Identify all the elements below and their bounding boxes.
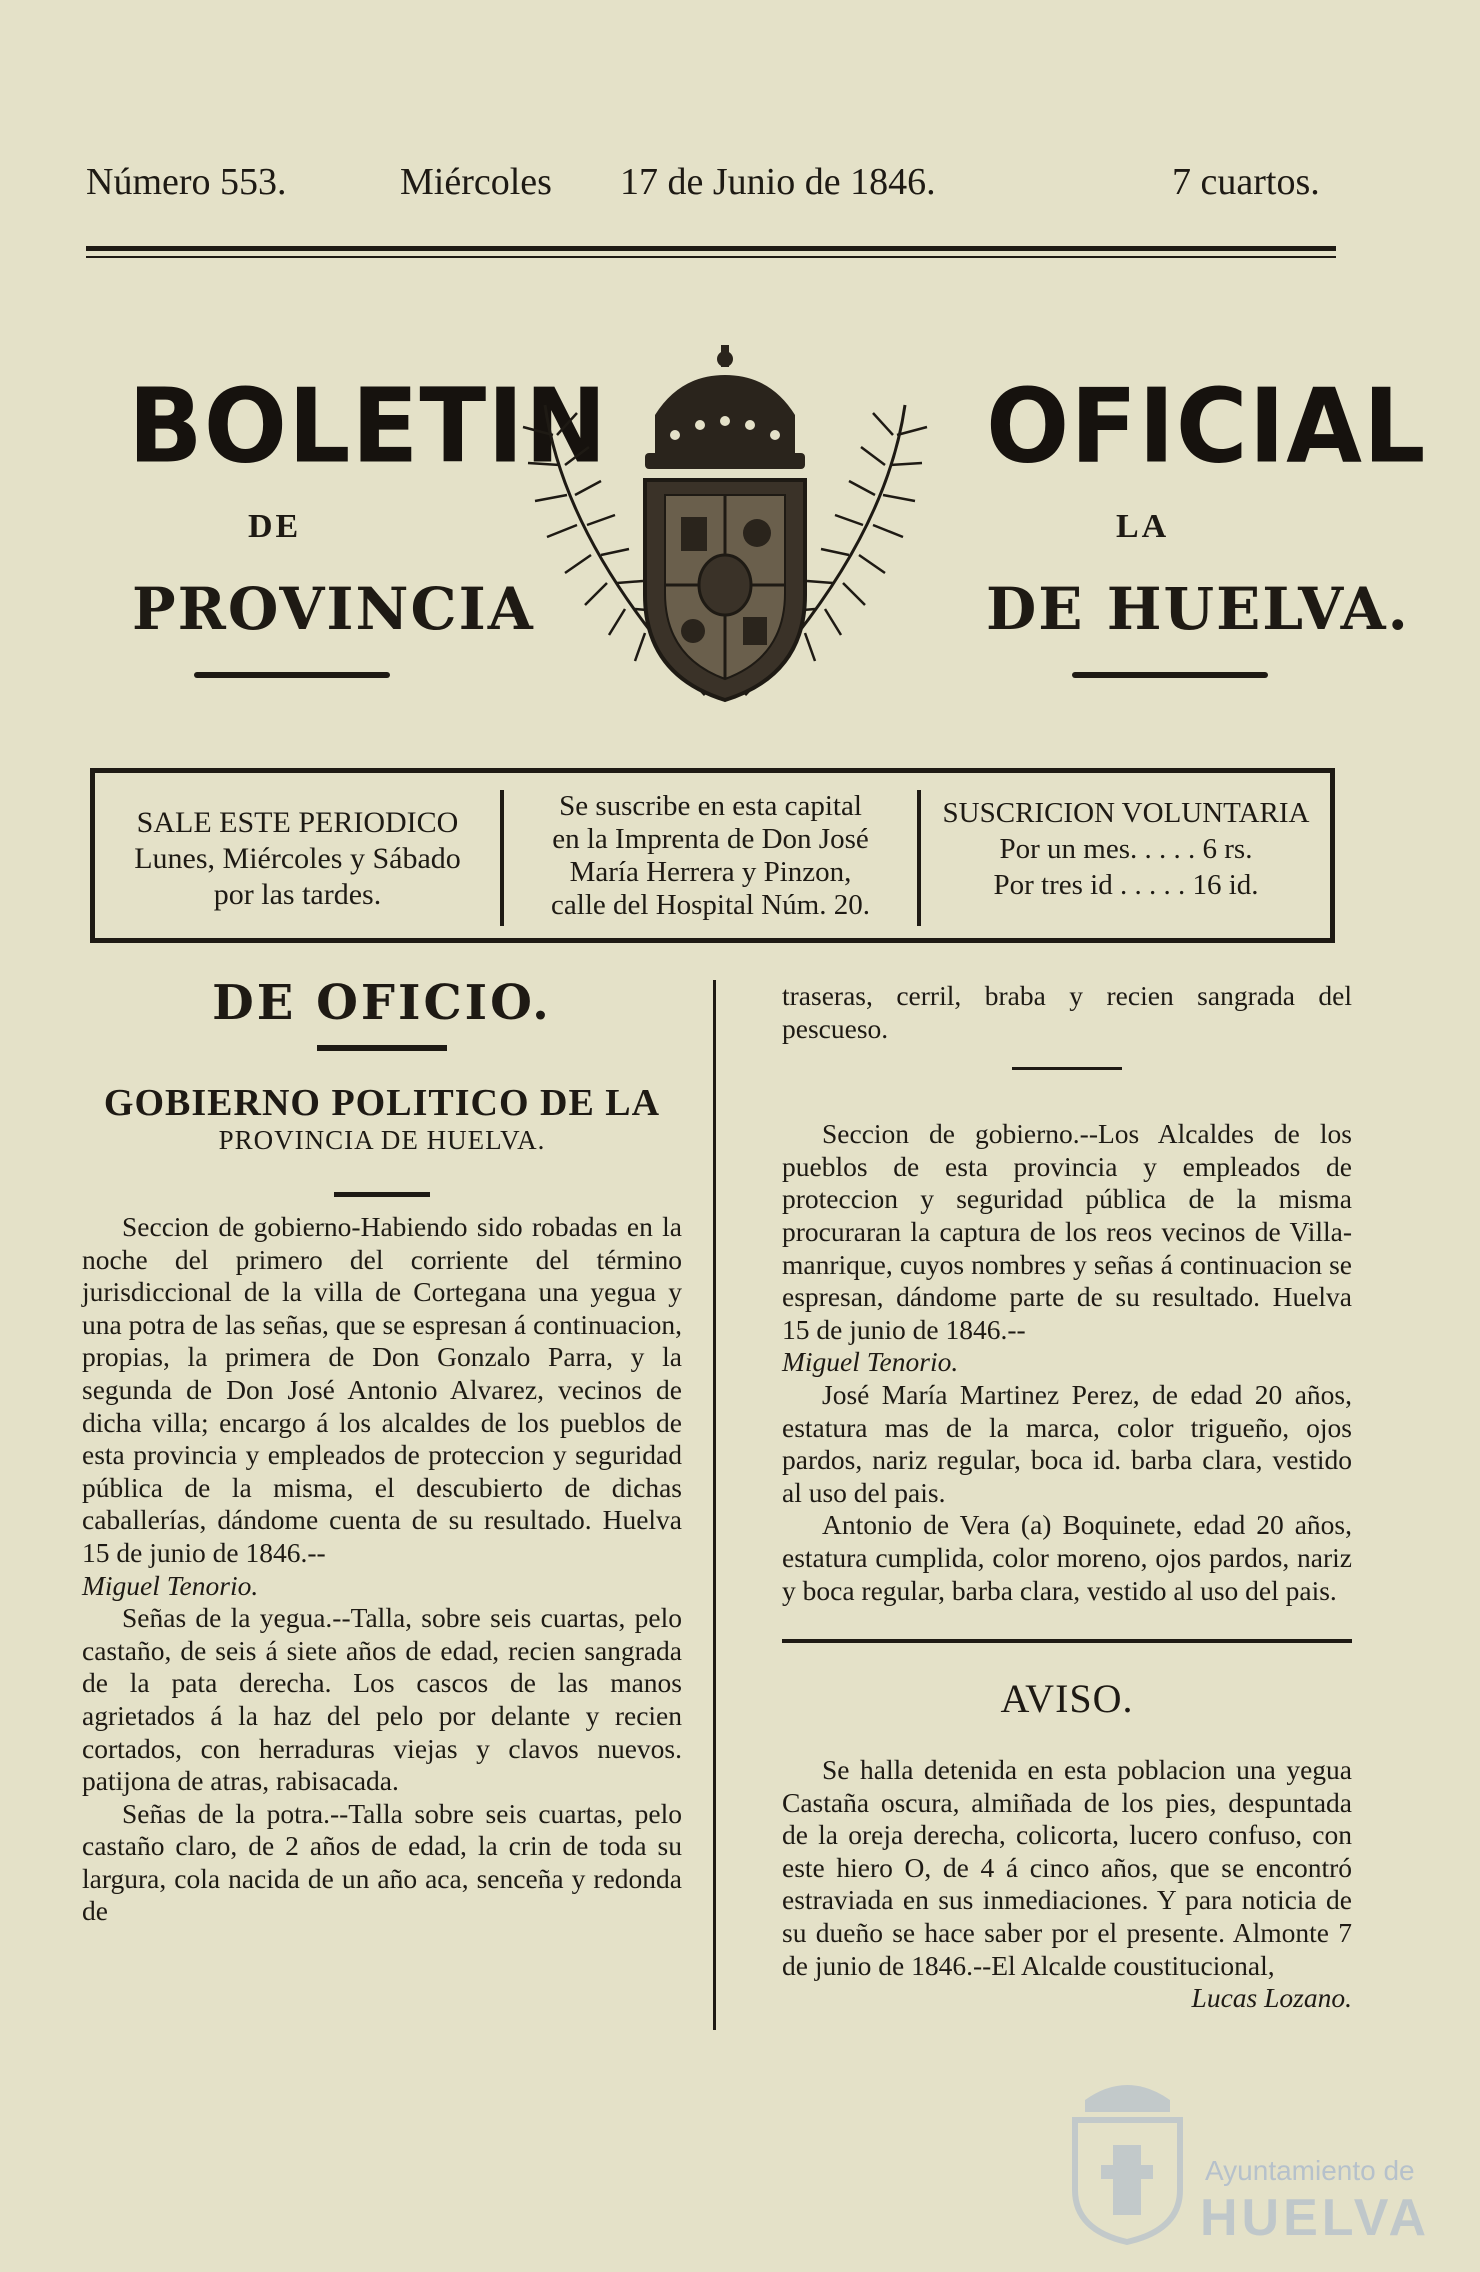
sale-days: Lunes, Miércoles y Sábado	[134, 842, 461, 875]
aviso-text: Se halla detenida en esta poblacion una yegua Castaña oscura, almiñada de los pies, despuntada de la oreja derecha, colicorta, lucero confuso, con este hiero O, de 4 á cinco años, que se encontró estraviada en sus inmediaciones. Y para noticia de su dueño se hace saber por el presente. Almonte 7 de junio de 1846.--El Alcalde coustitucional,	[782, 1754, 1352, 1981]
mare-description: Señas de la yegua.--Talla, sobre seis cuartas, pelo castaño, de seis á siete años de edad, recien sangrada de la pata derecha. Los cascos de las manos agrietados á la haz del pelo por delante y recien cortados, con herraduras viejas y clavos nuevos. patijona de atras, rabisacada.	[82, 1602, 682, 1797]
subscribe-line-1: Se suscribe en esta capital	[559, 790, 862, 822]
issue-number: Número 553.	[86, 161, 287, 203]
info-box-divider-left	[500, 790, 504, 926]
header-thick-rule	[86, 246, 1336, 251]
fugitives-notice: Seccion de gobierno.--Los Alcaldes de los pueblos de esta provincia y empleados de proteccion y seguridad pública de la misma procuraran la captura de los reos vecinos de Villa-manrique, cuyos nombres y señas á continuacion se espresan, dándome parte de su resultado. Huelva 15 de junio de 1846.--	[782, 1118, 1352, 1345]
price-three-months: Por tres id . . . . . 16 id.	[993, 869, 1259, 901]
watermark-line-2: HUELVA	[1200, 2189, 1431, 2247]
subscribe-line-3: María Herrera y Pinzon,	[569, 856, 852, 888]
sale-time: por las tardes.	[213, 878, 382, 911]
issue-price: 7 cuartos.	[1172, 161, 1320, 203]
gobierno-heading: GOBIERNO POLITICO DE LA	[103, 1082, 661, 1124]
aviso-rule	[782, 1639, 1352, 1643]
huelva-shield-watermark-icon	[1065, 2070, 1190, 2245]
heading-rule	[334, 1192, 430, 1197]
fugitive-vera: Antonio de Vera (a) Boquinete, edad 20 años, estatura cumplida, color moreno, ojos pardos, nariz y boca regular, barba clara, vestido al uso del pais.	[782, 1509, 1352, 1606]
section-title-rule	[317, 1045, 447, 1051]
issue-date: 17 de Junio de 1846.	[620, 161, 936, 203]
price-one-month: Por un mes. . . . . 6 rs.	[999, 833, 1253, 865]
subscribe-line-4: calle del Hospital Núm. 20.	[551, 889, 870, 921]
coat-of-arms-icon	[505, 345, 945, 725]
robbery-notice: Seccion de gobierno-Habiendo sido robadas en la noche del primero del corriente del término jurisdiccional de la villa de Cortegana una yegua y una potra de las señas, que se espresan á continuacion, propias, la primera de Don Gonzalo Parra, y la segunda de Don José Antonio Alvarez, vecinos de dicha villa; encargo á los alcaldes de los pueblos de esta provincia y empleados de proteccion y seguridad pública de la misma, el descubierto de dichas caballerías, dándome cuenta de su resultado. Huelva 15 de junio de 1846.--	[82, 1211, 682, 1568]
aviso-title: AVISO.	[1000, 1676, 1134, 1722]
filly-description: Señas de la potra.--Talla sobre seis cuartas, pelo castaño claro, de 2 años de edad, la crin de toda su largura, cola nacida de un año aca, senceña y redonda de	[82, 1797, 682, 1927]
masthead-title-right: OFICIAL	[986, 367, 1427, 487]
section-title-de-oficio: DE OFICIO.	[212, 975, 552, 1031]
gobierno-subheading: PROVINCIA DE HUELVA.	[218, 1125, 546, 1155]
info-box-middle	[508, 790, 913, 922]
masthead-de: DE	[248, 508, 302, 545]
masthead-ornament-left	[194, 672, 390, 678]
continuation-rule	[1012, 1067, 1122, 1070]
fugitive-martinez: José María Martinez Perez, de edad 20 años, estatura mas de la marca, color trigueño, ojos pardos, nariz regular, boca id. barba clara, vestido al uso del pais.	[782, 1378, 1352, 1508]
filly-description-continuation: traseras, cerril, braba y recien sangrada del pescueso.	[782, 980, 1352, 1044]
header-thin-rule	[86, 256, 1336, 258]
subscribe-line-2: en la Imprenta de Don José	[552, 823, 869, 855]
column-divider	[713, 980, 716, 2030]
aviso-signature: Lucas Lozano.	[1191, 1982, 1352, 2014]
info-box-divider-right	[917, 790, 921, 926]
signature-tenorio-1: Miguel Tenorio.	[82, 1569, 259, 1601]
masthead-provincia: PROVINCIA	[132, 575, 535, 643]
right-column	[782, 980, 1352, 2015]
watermark-line-1: Ayuntamiento de	[1205, 2155, 1415, 2186]
left-column	[82, 975, 682, 1928]
masthead-title-left: BOLETIN	[128, 367, 608, 487]
info-box-right	[926, 795, 1326, 903]
sale-title: SALE ESTE PERIODICO	[136, 806, 459, 839]
signature-tenorio-2: Miguel Tenorio.	[782, 1346, 959, 1378]
info-box-left	[100, 805, 495, 913]
issue-weekday: Miércoles	[400, 161, 552, 203]
voluntary-subscription-title: SUSCRICION VOLUNTARIA	[942, 797, 1310, 829]
masthead-la: LA	[1116, 508, 1170, 545]
masthead-de-huelva: DE HUELVA.	[986, 575, 1410, 643]
masthead-ornament-right	[1072, 672, 1268, 678]
